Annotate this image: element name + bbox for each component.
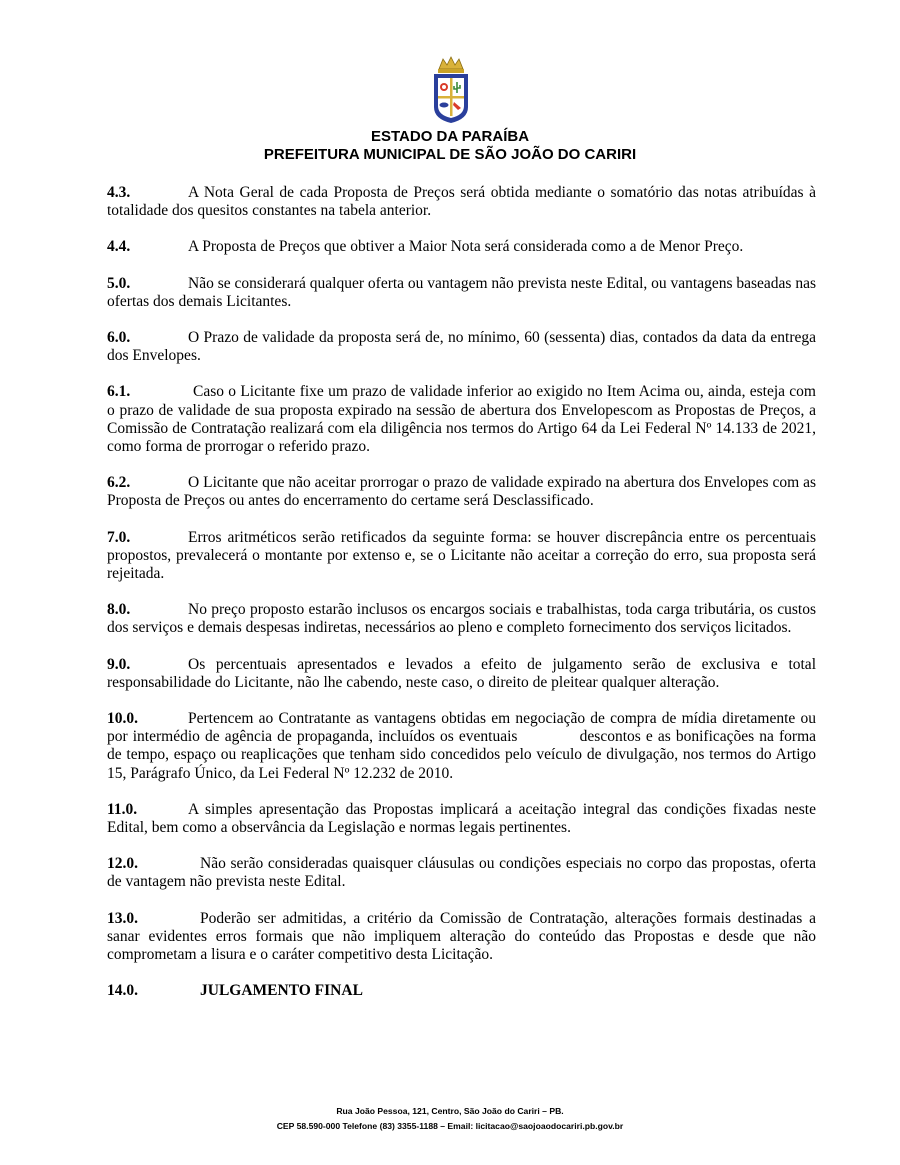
clause-6-0 bbox=[107, 329, 816, 365]
clause-text: Não se considerará qualquer oferta ou vantagem não prevista neste Edital, ou vantagens baseadas nas ofertas dos demais Licitantes. bbox=[107, 274, 816, 310]
clause-number: 5.0. bbox=[107, 274, 131, 292]
clause-number: 14.0. bbox=[107, 982, 138, 1000]
clause-number: 13.0. bbox=[107, 909, 138, 927]
clause-4-4 bbox=[107, 238, 816, 256]
clause-text: Caso o Licitante fixe um prazo de validade inferior ao exigido no Item Acima ou, ainda, esteja com o prazo de validade de sua proposta expirado na sessão de abertura dos Envelopescom as Propostas de Preços, a Comissão de Contratação realizará com ela diligência nos termos do Artigo 64 da Lei Federal Nº 14.133 de 2021, como forma de prorrogar o referido prazo. bbox=[107, 383, 816, 456]
municipality-title: PREFEITURA MUNICIPAL DE SÃO JOÃO DO CARIRI bbox=[263, 146, 637, 163]
clause-10-0 bbox=[107, 710, 816, 783]
clause-text: Não serão consideradas quaisquer cláusulas ou condições especiais no corpo das propostas, oferta de vantagem não prevista neste Edital. bbox=[107, 855, 816, 891]
footer-contact: CEP 58.590-000 Telefone (83) 3355-1188 – Email: licitacao@saojoaodocariri.pb.gov.br bbox=[276, 1120, 624, 1131]
clause-text: O Licitante que não aceitar prorrogar o prazo de validade expirado na abertura dos Envelopes com as Proposta de Preços ou antes do encerramento do certame será Desclassificado. bbox=[107, 474, 816, 510]
clause-number: 6.1. bbox=[107, 383, 131, 401]
clause-text-part-b: descontos e as bonificações na forma de tempo, espaço ou reaplicações que tenham sido concedidos pelo veículo de divulgação, nos termos do Artigo 15, Parágrafo Único, da Lei Federal Nº 12.232 de 2010. bbox=[107, 728, 817, 782]
clause-text: A Proposta de Preços que obtiver a Maior Nota será considerada como a de Menor Preço. bbox=[188, 238, 744, 256]
clause-text: Erros aritméticos serão retificados da seguinte forma: se houver discrepância entre os percentuais propostos, prevalecerá o montante por extenso e, se o Licitante não aceitar a correção do erro, sua proposta será rejeitada. bbox=[107, 528, 816, 583]
clause-7-0 bbox=[107, 529, 816, 584]
clause-text: Os percentuais apresentados e levados a efeito de julgamento serão de exclusiva e total responsabilidade do Licitante, não lhe cabendo, neste caso, o direito de pleitear qualquer alteração. bbox=[107, 655, 816, 691]
document-body bbox=[107, 184, 816, 1019]
clause-6-2 bbox=[107, 474, 816, 510]
clause-number: 6.2. bbox=[107, 474, 131, 492]
clause-5-0 bbox=[107, 275, 816, 311]
clause-text: No preço proposto estarão inclusos os encargos sociais e trabalhistas, toda carga tributária, os custos dos serviços e demais despesas indiretas, necessários ao pleno e completo fornecimento dos serviços licitados. bbox=[107, 601, 816, 637]
clause-number: 8.0. bbox=[107, 601, 131, 619]
clause-number: 12.0. bbox=[107, 855, 138, 873]
clause-text: A Nota Geral de cada Proposta de Preços será obtida mediante o somatório das notas atribuídas à totalidade dos quesitos constantes na tabela anterior. bbox=[107, 184, 816, 220]
clause-text: A simples apresentação das Propostas implicará a aceitação integral das condições fixadas neste Edital, bem como a observância da Legislação e normas legais pertinentes. bbox=[107, 800, 816, 837]
clause-number: 4.4. bbox=[107, 238, 131, 256]
clause-number: 11.0. bbox=[107, 800, 138, 818]
clause-number: 6.0. bbox=[107, 329, 131, 347]
clause-number: 7.0. bbox=[107, 528, 131, 546]
clause-number: 10.0. bbox=[107, 710, 138, 728]
clause-number: 4.3. bbox=[107, 184, 131, 201]
section-heading: JULGAMENTO FINAL bbox=[200, 982, 363, 1000]
clause-12-0 bbox=[107, 855, 816, 891]
clause-6-1 bbox=[107, 383, 816, 456]
clause-text-part-a: Pertencem ao Contratante as vantagens obtidas em negociação de compra de mídia diretamente ou por intermédio de agência de propaganda, incluídos os eventuais bbox=[107, 710, 816, 746]
clause-11-0 bbox=[107, 801, 816, 837]
clause-number: 9.0. bbox=[107, 655, 131, 673]
clause-4-3 bbox=[107, 184, 816, 220]
coat-of-arms-logo bbox=[431, 55, 471, 125]
clause-14-0 bbox=[107, 982, 816, 1000]
footer-address: Rua João Pessoa, 121, Centro, São João do Cariri – PB. bbox=[336, 1106, 564, 1116]
clause-text: Poderão ser admitidas, a critério da Comissão de Contratação, alterações formais destinadas a sanar evidentes erros formais que não impliquem alteração do conteúdo das Propostas e desde que não comprometam a lisura e o caráter competitivo desta Licitação. bbox=[107, 909, 816, 964]
clause-13-0 bbox=[107, 910, 816, 965]
document-header bbox=[0, 128, 900, 164]
state-title: ESTADO DA PARAÍBA bbox=[370, 128, 530, 145]
clause-8-0 bbox=[107, 601, 816, 637]
clause-9-0 bbox=[107, 656, 816, 692]
document-footer bbox=[0, 1104, 900, 1133]
clause-text: O Prazo de validade da proposta será de, no mínimo, 60 (sessenta) dias, contados da data da entrega dos Envelopes. bbox=[107, 329, 816, 365]
